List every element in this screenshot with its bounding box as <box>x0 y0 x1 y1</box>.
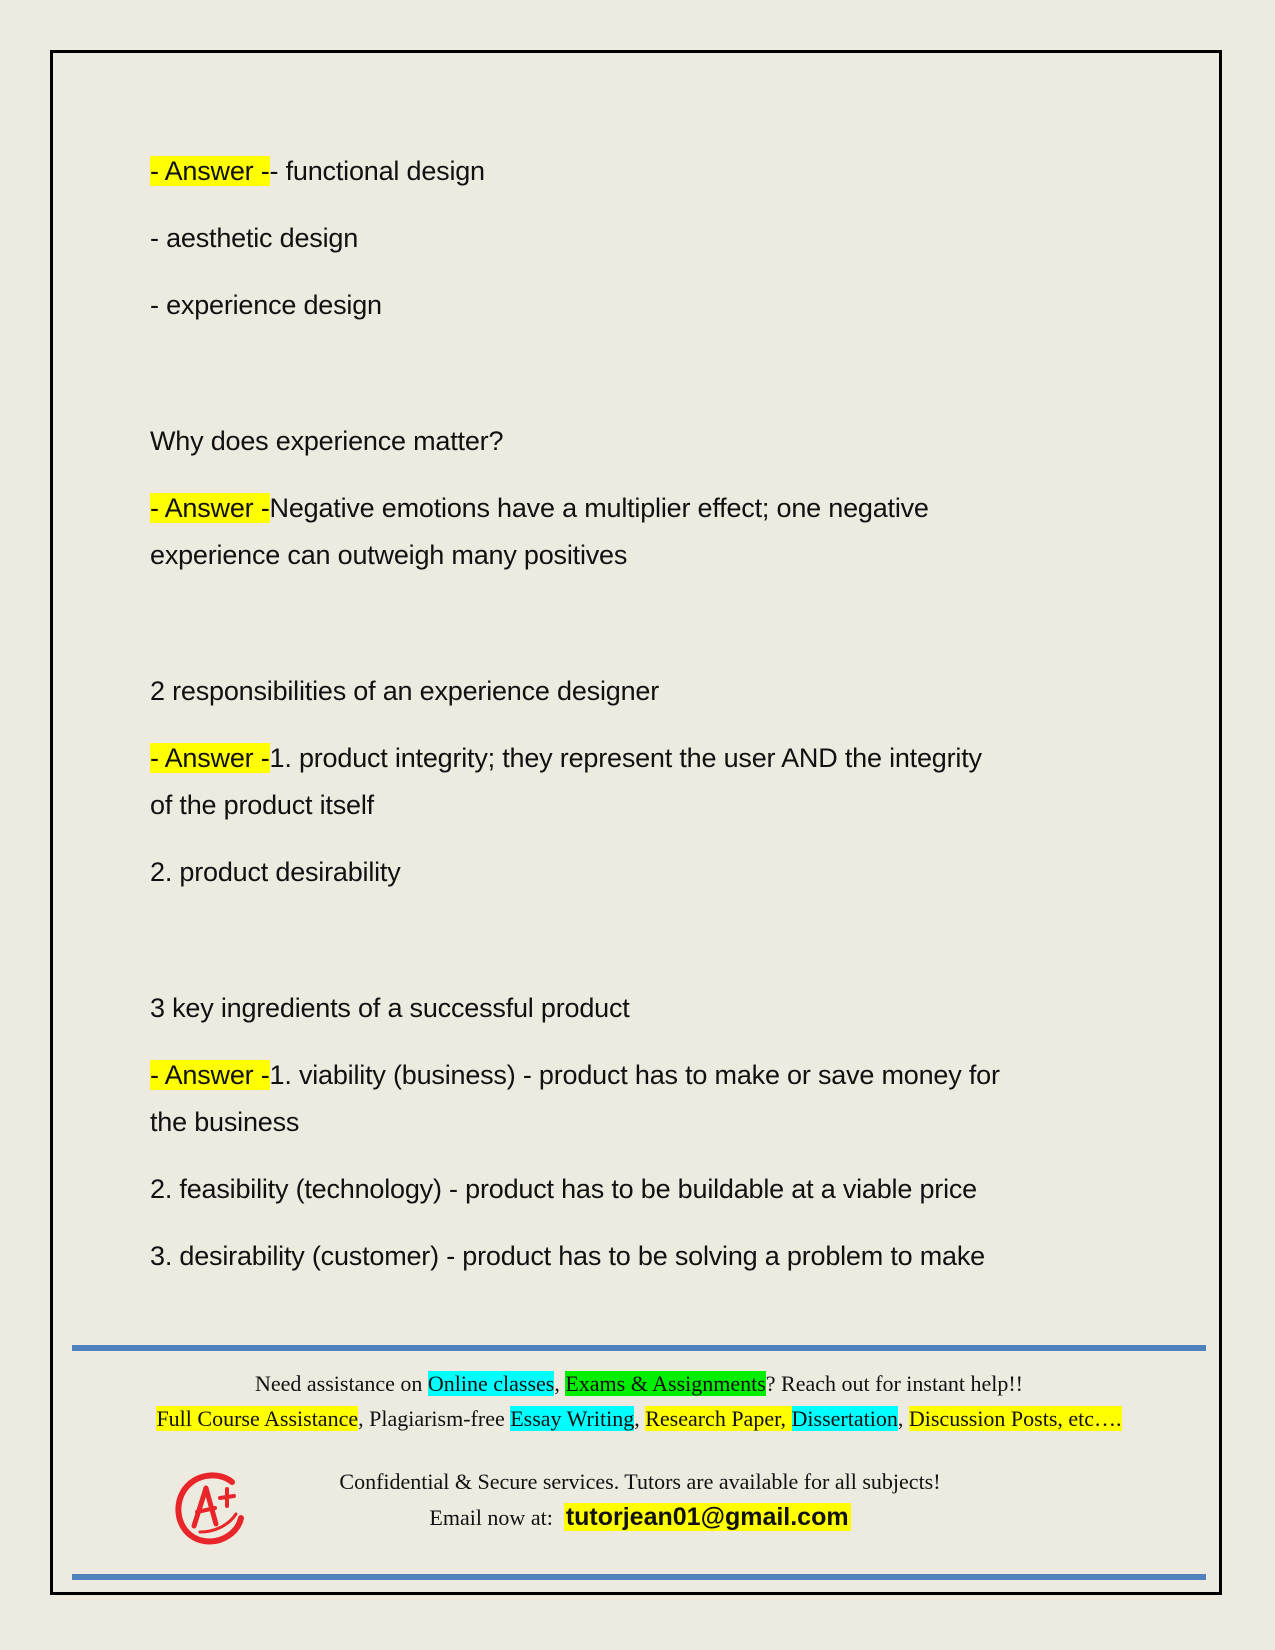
page-border <box>50 50 1222 1595</box>
footer-confidential-line: Confidential & Secure services. Tutors are available for all subjects! <box>339 1469 941 1494</box>
answer-line <box>150 491 929 525</box>
promo-full-course: Full Course Assistance <box>156 1406 359 1431</box>
answer-text: - functional design <box>269 156 485 186</box>
email-label: Email now at: <box>429 1505 564 1530</box>
promo-dissertation: Dissertation <box>791 1406 898 1431</box>
footer-top-rule <box>72 1345 1206 1351</box>
answer-line <box>150 154 485 188</box>
answer-text: 1. viability (business) - product has to make or save money for <box>269 1060 1000 1090</box>
answer-label: - Answer - <box>150 743 270 773</box>
footer-bottom-rule <box>72 1574 1206 1580</box>
email-link[interactable]: tutorjean01@gmail.com <box>565 1503 849 1531</box>
promo-essay-writing: Essay Writing <box>510 1406 635 1431</box>
question-heading: Why does experience matter? <box>150 426 504 456</box>
answer-label: - Answer - <box>150 493 270 523</box>
answer-line <box>150 741 982 775</box>
list-item: - experience design <box>150 290 382 320</box>
promo-discussion-posts: Discussion Posts, etc…. <box>908 1406 1122 1431</box>
answer-line <box>150 1058 1000 1092</box>
answer-label: - Answer - <box>150 1060 270 1090</box>
promo-text: , <box>554 1371 566 1396</box>
answer-continuation: experience can outweigh many positives <box>150 540 628 570</box>
footer-promo-line-1 <box>72 1369 1206 1399</box>
promo-text: , <box>634 1406 646 1431</box>
answer-continuation: of the product itself <box>150 790 374 820</box>
footer-email-line <box>220 1502 1060 1533</box>
question-heading: 2 responsibilities of an experience designer <box>150 676 660 706</box>
answer-text: 1. product integrity; they represent the user AND the integrity <box>269 743 982 773</box>
promo-exams-assignments: Exams & Assignments <box>565 1371 766 1396</box>
list-item: 3. desirability (customer) - product has to be solving a problem to make <box>150 1241 985 1271</box>
list-item: - aesthetic design <box>150 223 359 253</box>
answer-text: Negative emotions have a multiplier effect; one negative <box>269 493 929 523</box>
promo-text: ? Reach out for instant help!! <box>765 1371 1023 1396</box>
promo-text: , <box>897 1406 909 1431</box>
answer-label: - Answer - <box>150 156 270 186</box>
answer-continuation: the business <box>150 1107 300 1137</box>
promo-text: Need assistance on <box>254 1371 428 1396</box>
list-item: 2. feasibility (technology) - product has to be buildable at a viable price <box>150 1174 977 1204</box>
question-heading: 3 key ingredients of a successful product <box>150 993 630 1023</box>
promo-research-paper: Research Paper, <box>645 1406 792 1431</box>
promo-text: , Plagiarism-free <box>358 1406 511 1431</box>
promo-online-classes: Online classes <box>427 1371 555 1396</box>
footer-promo-line-2 <box>72 1404 1206 1434</box>
list-item: 2. product desirability <box>150 857 401 887</box>
